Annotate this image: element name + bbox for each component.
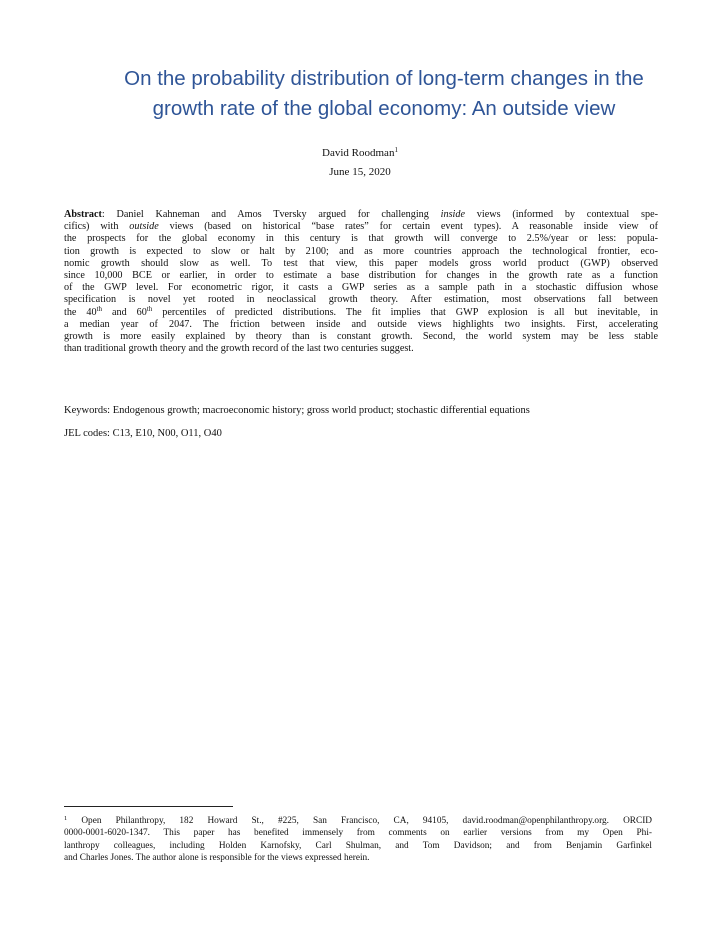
abstract-line: of the GWP level. For econometric rigor, it casts a GWP series as a sample path in a stochastic diffusion whose: [64, 282, 658, 294]
paper-title-line-2: growth rate of the global economy: An outside view: [152, 97, 616, 120]
footnote-separator: [64, 806, 233, 807]
footnote-line: 0000-0001-6020-1347. This paper has benefited immensely from comments on earlier versions from my Open Phi-: [64, 828, 652, 839]
abstract-line: growth is more easily explained by theory than is constant growth. Second, the world system may be less stable: [64, 331, 658, 343]
abstract-line: nomic growth should slow as well. To test that view, this paper models gross world product (GWP) observed: [64, 257, 658, 269]
footnote-text: Open Philanthropy, 182 Howard St., #225, San Francisco, CA, 94105, david.roodman@openphilanthropy.org. ORCID: [67, 816, 652, 826]
footnote-line: [64, 815, 652, 827]
abstract-text: views (informed by contextual spe-: [465, 209, 658, 220]
author-name: David Roodman: [322, 147, 395, 159]
abstract-line: the prospects for the global economy in this century is that growth will converge to 2.5%/year or less: popula-: [64, 233, 658, 245]
abstract-line: a median year of 2047. The friction between inside and outside views highlights two insights. First, accelerating: [64, 318, 658, 330]
abstract-text: : Daniel Kahneman and Amos Tversky argued for challenging: [101, 209, 441, 220]
abstract-emphasis: inside: [440, 209, 465, 220]
author-line: [0, 146, 720, 160]
abstract-line: [64, 221, 658, 233]
abstract-text: views (based on historical “base rates” for certain event types). A reasonable inside view of: [158, 221, 658, 233]
abstract-text: the 40: [64, 306, 97, 318]
abstract-line: since 10,000 BCE or earlier, in order to estimate a base distribution for changes in the growth rate as a function: [64, 270, 658, 282]
footnote: [64, 815, 652, 864]
abstract-line: [64, 304, 658, 319]
paper-title: [104, 64, 664, 124]
footnote-line: lanthropy colleagues, including Holden Karnofsky, Carl Shulman, and Tom Davidson; and from Benjamin Garfinkel: [64, 840, 652, 851]
abstract: [64, 209, 658, 355]
author-footnote-mark: 1: [394, 146, 398, 154]
abstract-line: [64, 209, 658, 221]
abstract-line: than traditional growth theory and the growth record of the last two centuries suggest.: [64, 343, 414, 355]
paper-title-line-1: On the probability distribution of long-term changes in the: [124, 67, 644, 90]
ordinal-suffix: th: [96, 304, 103, 313]
ordinal-suffix: th: [146, 304, 153, 313]
jel-codes: JEL codes: C13, E10, N00, O11, O40: [64, 428, 222, 439]
paper-date: June 15, 2020: [329, 166, 391, 178]
abstract-line: tion growth is expected to slow or halt by 2100; and as more countries approach the technological frontier, eco-: [64, 245, 658, 257]
footnote-line: and Charles Jones. The author alone is responsible for the views expressed herein.: [64, 852, 370, 863]
abstract-text: percentiles of predicted distributions. The fit implies that GWP explosion is all but inevitable, in: [152, 306, 658, 318]
abstract-text: and 60: [102, 306, 147, 318]
abstract-line: specification is novel yet rooted in neoclassical growth theory. After estimation, most observations fall between: [64, 294, 658, 306]
abstract-emphasis: outside: [129, 221, 159, 233]
abstract-label: Abstract: [64, 209, 102, 220]
keywords: Keywords: Endogenous growth; macroeconomic history; gross world product; stochastic differential equations: [64, 405, 530, 416]
footnote-mark: 1: [64, 815, 68, 822]
abstract-text: cifics) with: [64, 221, 130, 233]
